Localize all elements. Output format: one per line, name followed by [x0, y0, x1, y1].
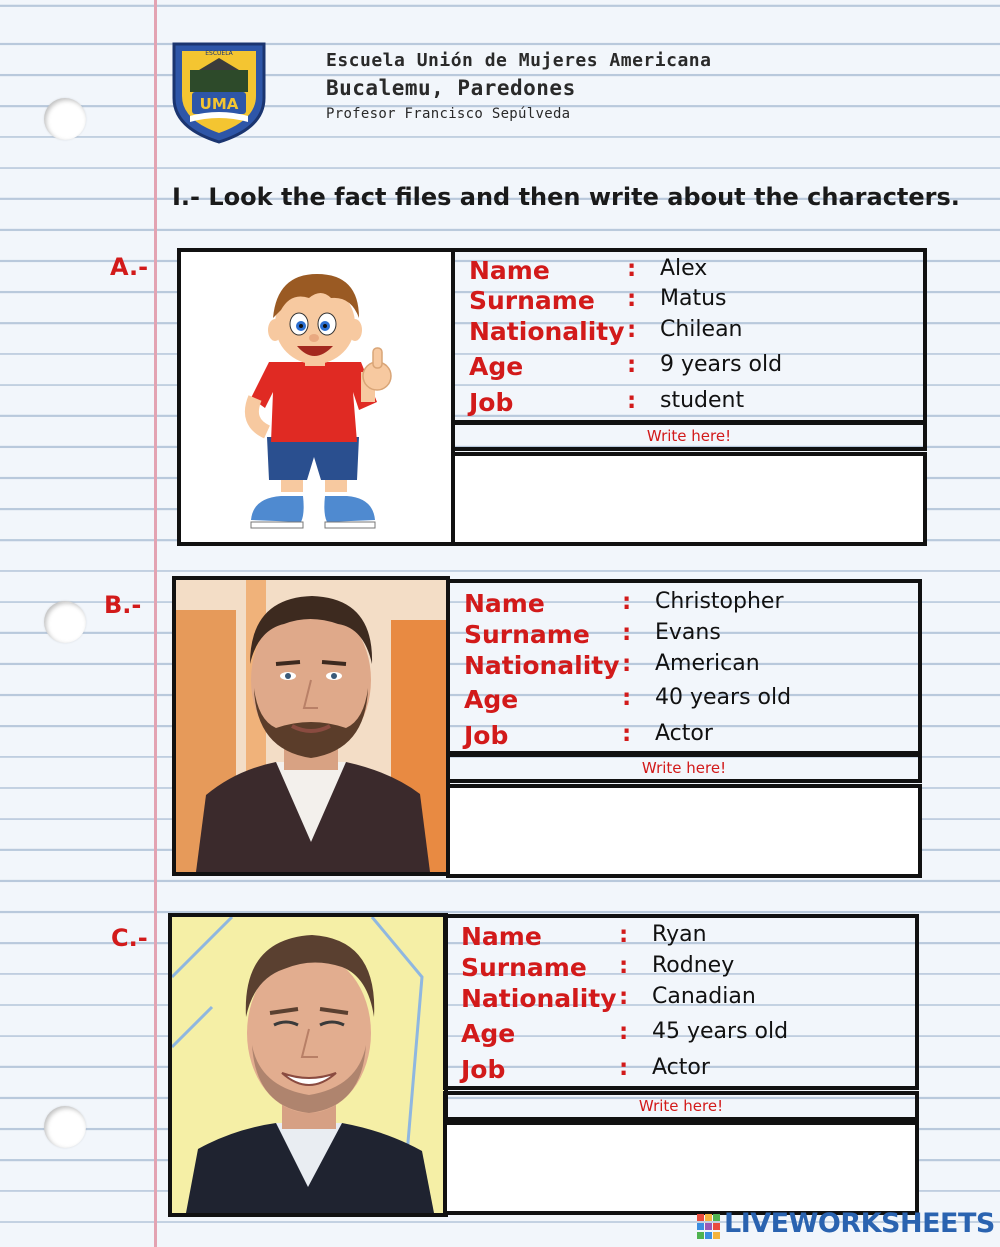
colon: :: [619, 984, 629, 1010]
character-picture-c: [168, 913, 448, 1217]
fact-file-c: [443, 914, 919, 1090]
logo-text: UMA: [199, 95, 239, 113]
write-here-label-a: [451, 421, 927, 451]
school-logo: [168, 36, 270, 146]
label-job: Job: [469, 388, 514, 417]
colon: :: [622, 651, 632, 677]
value-surname: Rodney: [652, 953, 735, 978]
write-here-label-c: [443, 1091, 919, 1121]
colon: :: [627, 388, 637, 414]
photo-bearded-man: [176, 580, 446, 872]
answer-box-b[interactable]: [446, 784, 922, 878]
item-letter-a: A.-: [110, 253, 149, 281]
label-age: Age: [464, 685, 519, 714]
margin-line: [154, 0, 157, 1247]
value-name: Alex: [660, 256, 708, 281]
value-job: Actor: [655, 721, 713, 746]
character-picture-a: [177, 248, 455, 546]
fact-file-b: [446, 579, 922, 755]
liveworksheets-brand[interactable]: LIVEWORKSHEETS: [724, 1208, 995, 1239]
photo-smiling-man: [172, 917, 444, 1213]
value-name: Christopher: [655, 589, 784, 614]
label-nationality: Nationality: [464, 651, 620, 680]
colon: :: [627, 317, 637, 343]
colon: :: [622, 721, 632, 747]
item-letter-b: B.-: [104, 591, 142, 619]
label-name: Name: [464, 589, 545, 618]
item-letter-c: C.-: [111, 924, 148, 952]
label-job: Job: [461, 1055, 506, 1084]
value-nationality: American: [655, 651, 760, 676]
label-name: Name: [461, 922, 542, 951]
colon: :: [627, 286, 637, 312]
instruction-text: I.- Look the fact files and then write about the characters.: [172, 183, 960, 211]
write-here-text: Write here!: [638, 1097, 724, 1115]
fact-file-a: [451, 248, 927, 424]
value-nationality: Chilean: [660, 317, 743, 342]
colon: :: [622, 685, 632, 711]
value-surname: Evans: [655, 620, 721, 645]
colon: :: [619, 1055, 629, 1081]
label-job: Job: [464, 721, 509, 750]
character-picture-b: [172, 576, 450, 876]
colon: :: [619, 1019, 629, 1045]
value-job: Actor: [652, 1055, 710, 1080]
value-nationality: Canadian: [652, 984, 756, 1009]
liveworksheets-logo-icon: [697, 1214, 721, 1240]
value-age: 9 years old: [660, 352, 783, 377]
label-nationality: Nationality: [461, 984, 617, 1013]
value-name: Ryan: [652, 922, 707, 947]
value-age: 40 years old: [655, 685, 792, 710]
colon: :: [619, 922, 629, 948]
label-age: Age: [469, 352, 524, 381]
label-surname: Surname: [461, 953, 587, 982]
colon: :: [622, 620, 632, 646]
label-surname: Surname: [464, 620, 590, 649]
teacher-name: Profesor Francisco Sepúlveda: [326, 106, 571, 122]
colon: :: [622, 589, 632, 615]
colon: :: [627, 256, 637, 282]
label-surname: Surname: [469, 286, 595, 315]
write-here-text: Write here!: [646, 427, 732, 445]
write-here-text: Write here!: [641, 759, 727, 777]
school-name: Escuela Unión de Mujeres Americana: [326, 50, 712, 71]
binder-hole: [44, 1106, 86, 1148]
cartoon-boy-image: [181, 252, 451, 542]
write-here-label-b: [446, 753, 922, 783]
binder-hole: [44, 601, 86, 643]
colon: :: [619, 953, 629, 979]
label-nationality: Nationality: [469, 317, 625, 346]
logo-arc-text: ESCUELA: [205, 50, 233, 57]
school-location: Bucalemu, Paredones: [326, 76, 576, 100]
label-age: Age: [461, 1019, 516, 1048]
answer-box-a[interactable]: [451, 452, 927, 546]
colon: :: [627, 352, 637, 378]
label-name: Name: [469, 256, 550, 285]
value-surname: Matus: [660, 286, 727, 311]
answer-box-c[interactable]: [443, 1121, 919, 1215]
value-age: 45 years old: [652, 1019, 789, 1044]
binder-hole: [44, 98, 86, 140]
value-job: student: [660, 388, 745, 413]
